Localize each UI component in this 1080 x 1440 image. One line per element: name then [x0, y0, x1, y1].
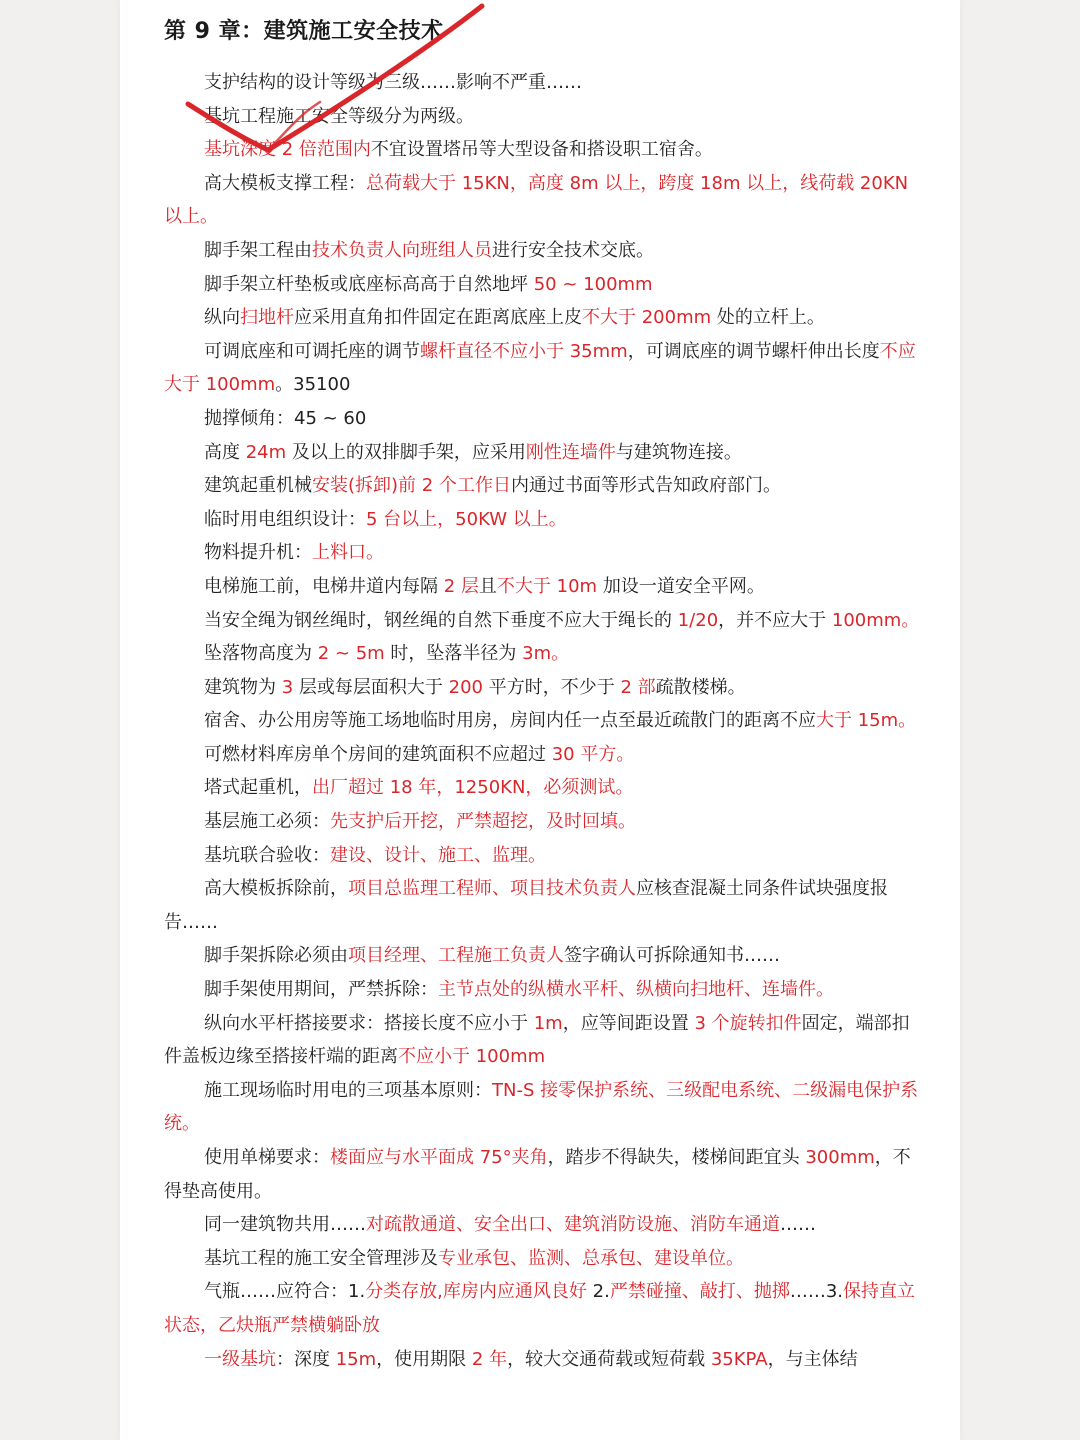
- body-text: 建筑起重机械: [204, 475, 312, 497]
- highlighted-text: 不大于 10m: [496, 575, 598, 597]
- highlighted-text: 1m: [533, 1012, 563, 1034]
- body-text: ，不得垫高使用。: [164, 1147, 911, 1202]
- highlighted-text: 2 层: [443, 575, 479, 597]
- body-text: ，使用期限: [376, 1348, 472, 1370]
- body-text: 基坑工程的施工安全管理涉及: [204, 1247, 438, 1269]
- highlighted-text: 3: [281, 676, 294, 698]
- body-text: 临时用电组织设计：: [204, 508, 366, 530]
- body-text: 应采用直角扣件固定在距离底座上皮: [294, 307, 582, 329]
- body-text: 电梯施工前，电梯井道内每隔: [204, 575, 444, 597]
- highlighted-text: 200: [448, 676, 483, 698]
- note-paragraph: [164, 268, 924, 302]
- highlighted-text: 先支护后开挖，严禁超挖，及时回填。: [330, 811, 636, 833]
- body-text: 层或每层面积大于: [293, 676, 449, 698]
- highlighted-text: 上料口。: [312, 542, 384, 564]
- highlighted-text: 保持直立状态，乙炔瓶严禁横躺卧放: [164, 1281, 916, 1336]
- highlighted-text: 1/20: [677, 609, 719, 631]
- highlighted-text: 3m。: [522, 643, 570, 665]
- body-text: 同一建筑物共用……: [204, 1214, 366, 1236]
- body-text: 平方时，不少于: [483, 676, 621, 698]
- note-paragraph: [164, 167, 924, 234]
- highlighted-text: 分类存放,库房内应通风良好: [365, 1281, 587, 1303]
- note-paragraph: [164, 1343, 924, 1377]
- highlighted-text: 30 平方。: [551, 743, 635, 765]
- note-paragraph: [164, 234, 924, 268]
- highlighted-text: 15m: [335, 1348, 377, 1370]
- body-text: 高大模板支撑工程：: [204, 172, 366, 194]
- note-paragraph: [164, 704, 924, 738]
- body-text: ，踏步不得缺失，楼梯间距宜头: [547, 1147, 806, 1168]
- note-paragraph: [164, 536, 924, 570]
- body-text: 抛撑倾角：45 ~ 60: [204, 407, 367, 429]
- note-paragraph: [164, 1007, 924, 1074]
- highlighted-text: 不应小于 100mm: [398, 1046, 546, 1068]
- body-text: 使用单梯要求：: [204, 1147, 330, 1168]
- body-text: 2.: [586, 1281, 610, 1303]
- body-text: 疏散楼梯。: [655, 676, 746, 698]
- body-text: 不宜设置塔吊等大型设备和搭设职工宿舍。: [370, 139, 713, 161]
- body-text: 且: [478, 575, 497, 597]
- body-text: 可燃材料库房单个房间的建筑面积不应超过: [204, 743, 552, 765]
- note-paragraph: [164, 402, 924, 436]
- body-text: 进行安全技术交底。: [492, 239, 654, 261]
- body-text: ，并不应大于: [718, 609, 832, 631]
- body-text: 纵向: [204, 307, 240, 329]
- body-text: 可调底座和可调托座的调节: [204, 340, 420, 362]
- highlighted-text: 总荷载大于 15KN，高度 8m 以上，跨度 18m 以上，线荷载 20KN 以上。: [164, 172, 909, 228]
- body-text: ……: [780, 1214, 816, 1236]
- body-text: ，与主体结: [767, 1348, 858, 1370]
- highlighted-text: 对疏散通道、安全出口、建筑消防设施、消防车通道: [366, 1214, 780, 1236]
- highlighted-text: 2 部: [620, 676, 656, 698]
- note-paragraph: [164, 503, 924, 537]
- note-paragraph: [164, 637, 924, 671]
- body-text: ，较大交通荷载或短荷载: [507, 1348, 711, 1370]
- body-text: 脚手架工程由: [204, 239, 312, 261]
- highlighted-text: 技术负责人向班组人员: [312, 239, 492, 261]
- body-text: ，应等间距设置: [562, 1012, 695, 1034]
- highlighted-text: 建设、设计、施工、监理。: [330, 844, 546, 866]
- body-text: 塔式起重机，: [204, 777, 312, 799]
- highlighted-text: 一级基坑: [204, 1348, 276, 1370]
- note-paragraph: [164, 839, 924, 873]
- body-text: 内通过书面等形式告知政府部门。: [510, 475, 781, 497]
- note-paragraph: [164, 436, 924, 470]
- highlighted-text: 300mm: [805, 1147, 875, 1168]
- body-text: 基层施工必须：: [204, 811, 330, 833]
- body-text: 当安全绳为钢丝绳时，钢丝绳的自然下垂度不应大于绳长的: [204, 609, 678, 631]
- body-text: 纵向水平杆搭接要求：搭接长度不应小于: [204, 1012, 534, 1034]
- notes-body: [164, 66, 924, 1376]
- highlighted-text: 螺杆直径不应小于 35mm: [420, 340, 628, 362]
- body-text: 加设一道安全平网。: [597, 575, 765, 597]
- highlighted-text: 扫地杆: [240, 307, 294, 329]
- highlighted-text: 2 年: [471, 1348, 508, 1370]
- highlighted-text: 大于 15m。: [816, 710, 917, 732]
- highlighted-text: 50 ~ 100mm: [533, 273, 653, 295]
- note-paragraph: [164, 301, 924, 335]
- body-text: ：深度: [276, 1348, 336, 1370]
- body-text: 建筑物为: [204, 676, 282, 698]
- body-text: 固定，端部扣件盖板边缘至搭接杆端的距离: [164, 1012, 910, 1068]
- highlighted-text: 24m: [245, 441, 287, 463]
- body-text: 脚手架拆除必须由: [204, 945, 348, 967]
- highlighted-text: 楼面应与水平面成 75°夹角: [330, 1147, 548, 1168]
- note-paragraph: [164, 1208, 924, 1242]
- body-text: ，可调底座的调节螺杆伸出长度: [627, 340, 880, 362]
- highlighted-text: 35KPA: [710, 1348, 768, 1370]
- highlighted-text: 主节点处的纵横水平杆、纵横向扫地杆、连墙件。: [438, 979, 834, 1001]
- body-text: 与建筑物连接。: [615, 441, 742, 463]
- note-paragraph: [164, 570, 924, 604]
- body-text: 基坑工程施工安全等级分为两级。: [204, 105, 474, 127]
- body-text: 高大模板拆除前，: [204, 878, 348, 900]
- note-paragraph: [164, 604, 924, 638]
- body-text: 坠落物高度为: [204, 643, 318, 665]
- highlighted-text: 专业承包、监测、总承包、建设单位。: [438, 1247, 744, 1269]
- note-paragraph: [164, 973, 924, 1007]
- note-paragraph: [164, 133, 924, 167]
- note-paragraph: [164, 66, 924, 100]
- highlighted-text: 刚性连墙件: [525, 441, 616, 463]
- note-paragraph: [164, 872, 924, 939]
- highlighted-text: 严禁碰撞、敲打、抛掷: [609, 1281, 790, 1303]
- note-paragraph: [164, 100, 924, 134]
- note-paragraph: [164, 1242, 924, 1276]
- note-paragraph: [164, 738, 924, 772]
- body-text: 。35100: [275, 374, 351, 396]
- body-text: 宿舍、办公用房等施工场地临时用房，房间内任一点至最近疏散门的距离不应: [204, 710, 816, 732]
- body-text: 施工现场临时用电的三项基本原则：: [204, 1079, 492, 1101]
- note-paragraph: [164, 939, 924, 973]
- highlighted-text: 2 ~ 5m: [317, 643, 385, 665]
- highlighted-text: 安装(拆卸)前 2 个工作日: [312, 475, 511, 497]
- highlighted-text: 3 个旋转扣件: [694, 1012, 802, 1034]
- body-text: 气瓶……应符合：1.: [204, 1281, 366, 1303]
- note-paragraph: [164, 805, 924, 839]
- body-text: 支护结构的设计等级为三级……影响不严重……: [204, 72, 582, 93]
- note-paragraph: [164, 1074, 924, 1141]
- note-paragraph: [164, 1141, 924, 1208]
- highlighted-text: 出厂超过 18 年，1250KN，必须测试。: [312, 777, 634, 799]
- body-text: 脚手架立杆垫板或底座标高高于自然地坪: [204, 273, 534, 295]
- highlighted-text: 不大于 200mm: [582, 307, 712, 329]
- note-paragraph: [164, 1275, 924, 1342]
- body-text: 处的立杆上。: [711, 307, 825, 329]
- highlighted-text: 5 台以上，50KW 以上。: [366, 508, 567, 530]
- body-text: 脚手架使用期间，严禁拆除：: [204, 979, 438, 1001]
- body-text: 基坑联合验收：: [204, 844, 330, 866]
- chapter-title: 第 9 章：建筑施工安全技术: [164, 19, 444, 44]
- body-text: ……3.: [789, 1281, 844, 1303]
- body-text: 及以上的双排脚手架，应采用: [286, 441, 526, 463]
- highlighted-text: 项目经理、工程施工负责人: [348, 945, 564, 967]
- note-paragraph: [164, 469, 924, 503]
- highlighted-text: 不应大于 100mm: [164, 340, 916, 396]
- highlighted-text: 项目总监理工程师、项目技术负责人: [348, 878, 636, 900]
- body-text: 高度: [204, 441, 246, 463]
- highlighted-text: 基坑深度 2 倍范围内: [204, 139, 371, 161]
- body-text: 应核查混凝土同条件试块强度报告……: [164, 878, 888, 933]
- note-paragraph: [164, 671, 924, 705]
- note-paragraph: [164, 771, 924, 805]
- body-text: 签字确认可拆除通知书……: [564, 945, 780, 967]
- highlighted-text: TN-S 接零保护系统、三级配电系统、二级漏电保护系统。: [164, 1079, 919, 1135]
- highlighted-text: 100mm。: [831, 609, 920, 631]
- body-text: 时，坠落半径为: [384, 643, 523, 665]
- note-paragraph: [164, 335, 924, 402]
- body-text: 物料提升机：: [204, 542, 312, 564]
